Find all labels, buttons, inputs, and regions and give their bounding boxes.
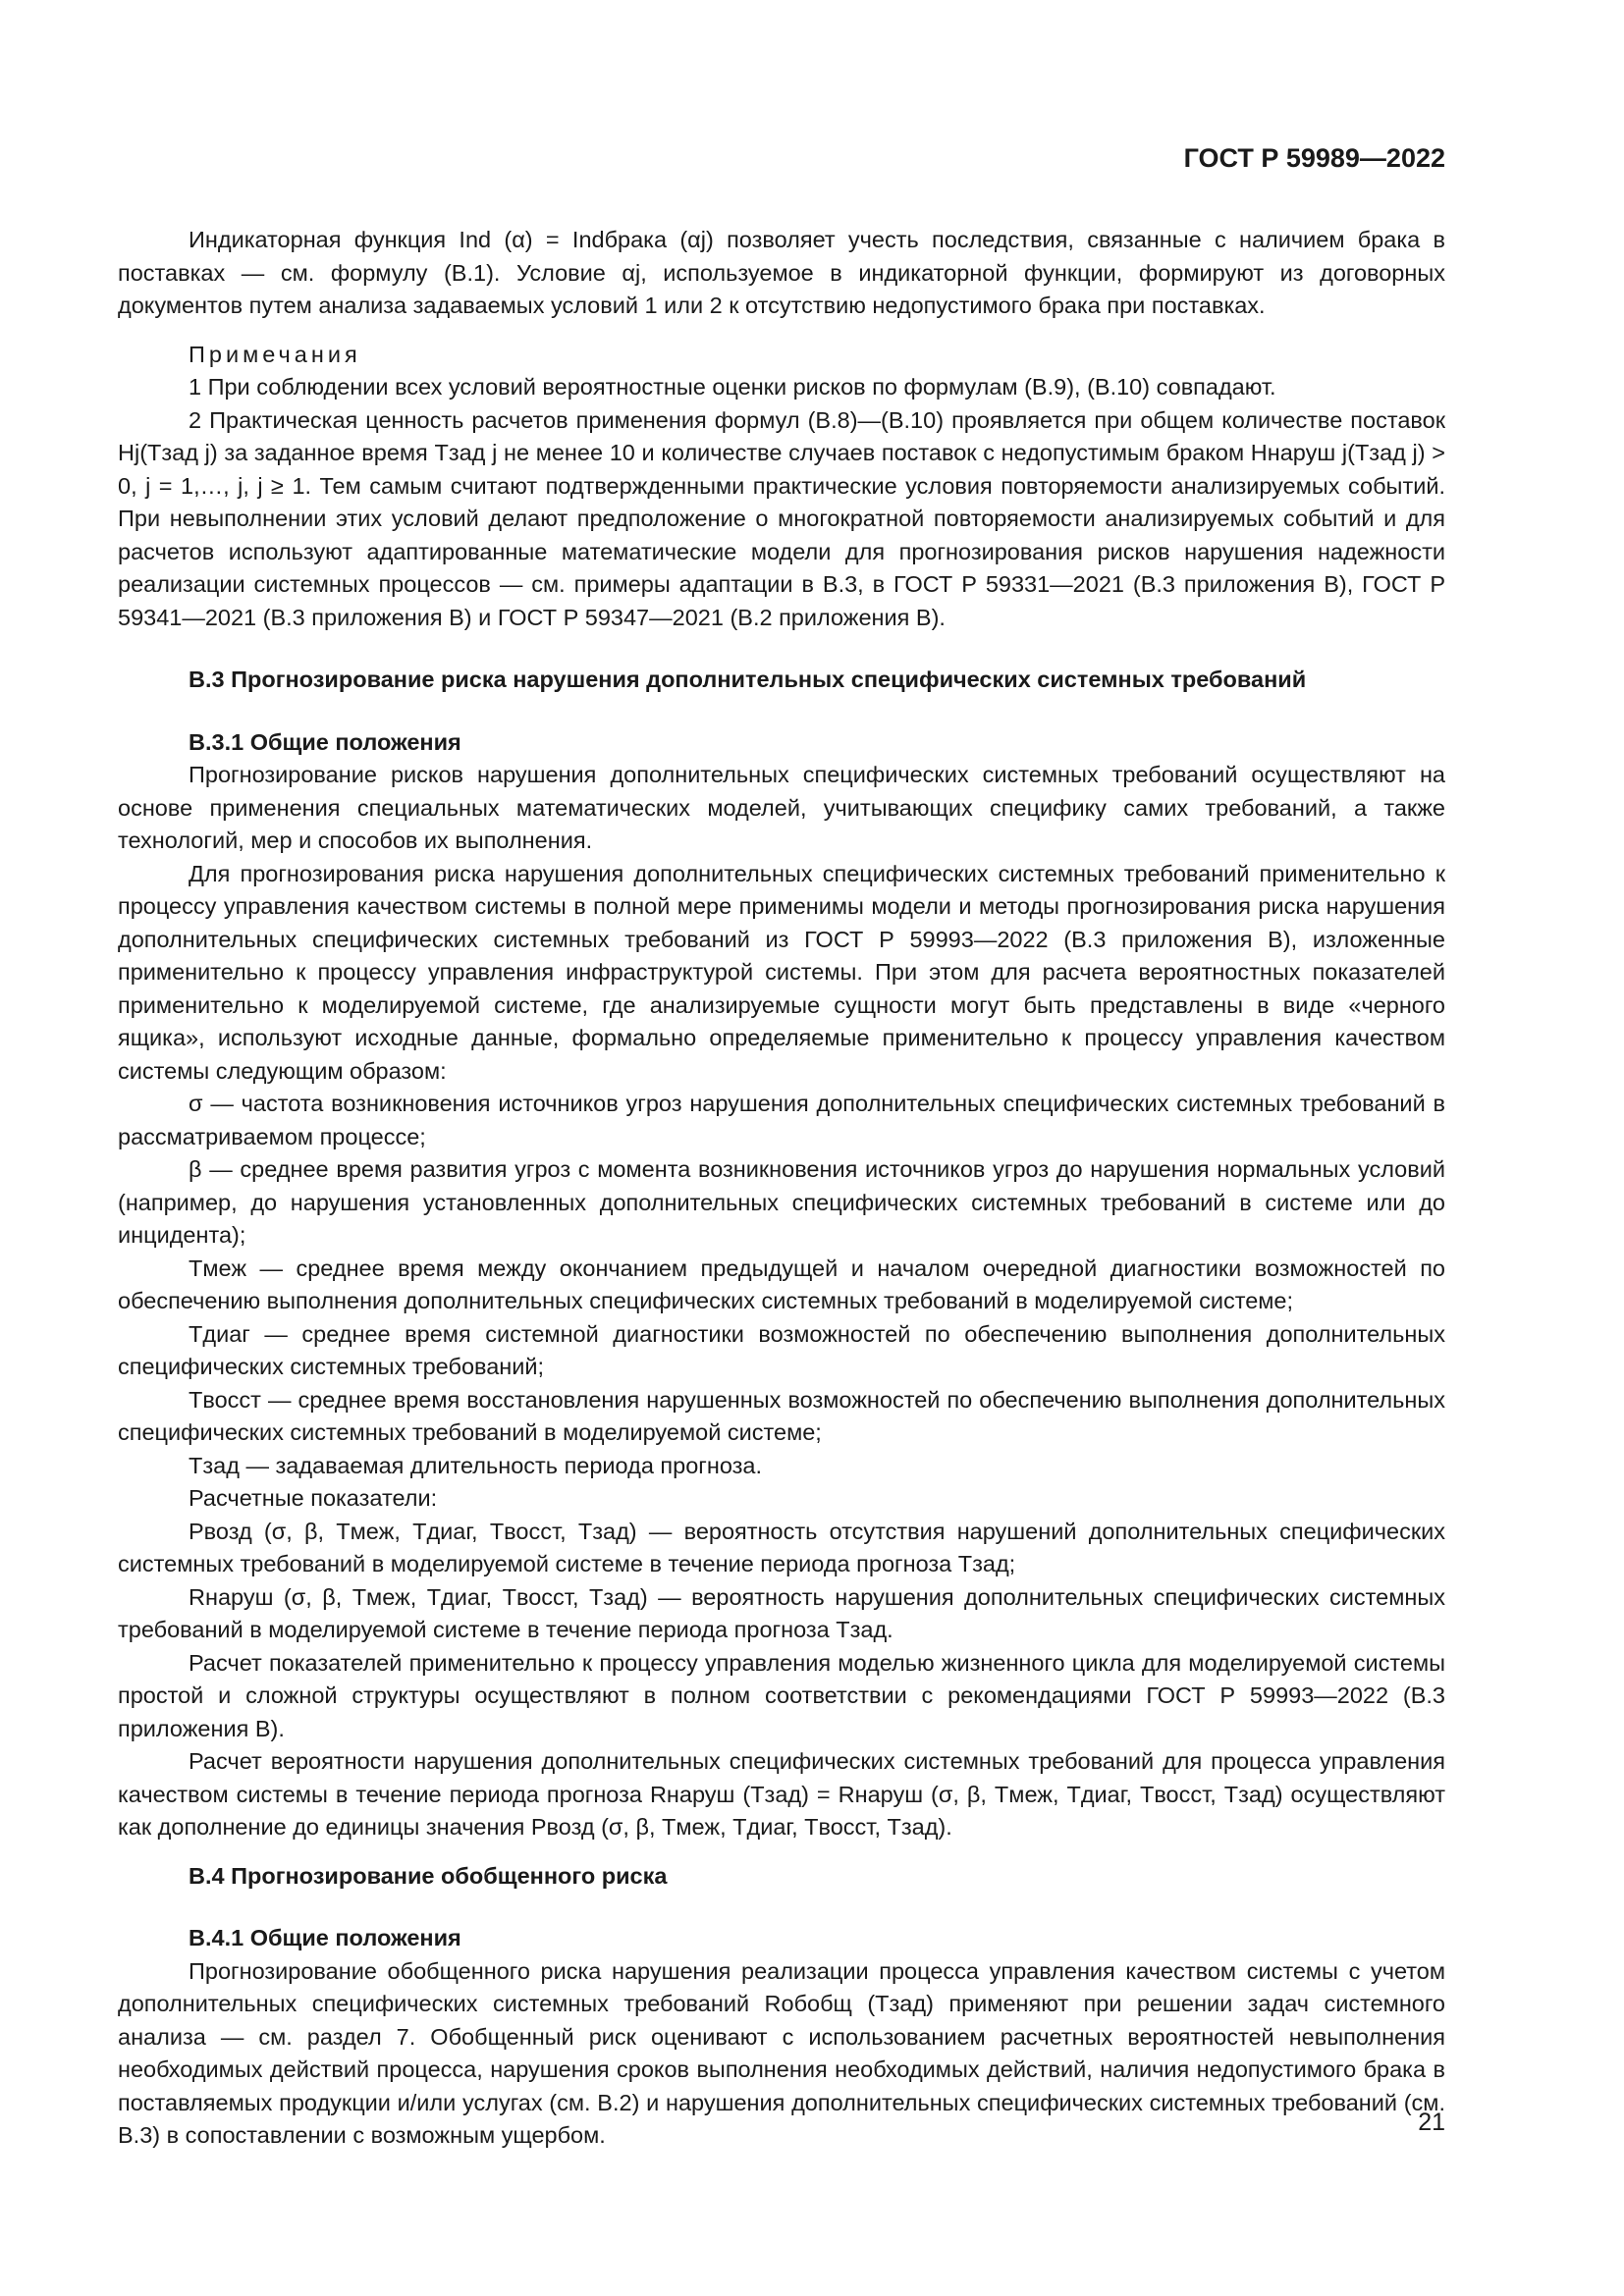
section-b4-title: В.4 Прогнозирование обобщенного риска [189,1862,668,1889]
note-1: 1 При соблюдении всех условий вероятностные оценки рисков по формулам (В.9), (В.10) совпадают. [189,374,1276,400]
calc-indicators-title: Расчетные показатели: [189,1485,438,1511]
definition-sigma: σ — частота возникновения источников угроз нарушения дополнительных специфических системных требований в рассматриваемом процессе; [118,1091,1445,1149]
b3-paragraph-4: Расчет вероятности нарушения дополнительных специфических системных требований для процесса управления качеством системы в течение периода прогноза Rнаруш (Tзад) = Rнаруш (σ, β, Tмеж, Tдиаг, Tвосст, Tзад) осуществляют как дополнение до единицы значения Pвозд (σ, β, Tмеж, Tдиаг, Tвосст, Tзад). [118,1748,1445,1840]
b3-paragraph-2: Для прогнозирования риска нарушения дополнительных специфических системных требований применительно к процессу управления качеством системы в полной мере применимы модели и методы прогнозирования риска нарушения дополнительных специфических системных требований из ГОСТ Р 59993—2022 (В.3 приложения В), изложенные применительно к процессу управления инфраструктурой системы. При этом для расчета вероятностных показателей применительно к моделируемой системе, где анализируемые сущности могут быть представлены в виде «черного ящика», используют исходные данные, формально определяемые применительно к процессу управления качеством системы следующим образом: [118,860,1445,1084]
document-body [118,224,1445,2153]
section-b3-1-title: В.3.1 Общие положения [189,728,461,755]
page-number: 21 [1418,2109,1445,2136]
note-2: 2 Практическая ценность расчетов применения формул (В.8)—(В.10) проявляется при общем количестве поставок Hj(Tзад j) за заданное время Tзад j не менее 10 и количестве случаев поставок с недопустимым браком Hнаруш j(Tзад j) > 0, j = 1,…, j, j ≥ 1. Тем самым считают подтвержденными практические условия повторяемости анализируемых событий. При невыполнении этих условий делают предположение о многократной повторяемости анализируемых событий и для расчетов используют адаптированные математические модели для прогнозирования рисков нарушения надежности реализации системных процессов — см. примеры адаптации в В.3, в ГОСТ Р 59331—2021 (В.3 приложения В), ГОСТ Р 59341—2021 (В.3 приложения В) и ГОСТ Р 59347—2021 (В.2 приложения В). [118,406,1445,630]
intro-paragraph: Индикаторная функция Ind (α) = Indбрака (αj) позволяет учесть последствия, связанные с наличием брака в поставках — см. формулу (В.1). Условие αj, используемое в индикаторной функции, формируют из договорных документов путем анализа задаваемых условий 1 или 2 к отсутствию недопустимого брака при поставках. [118,227,1445,318]
notes-title: Примечания [189,341,361,367]
document-header: ГОСТ Р 59989—2022 [1183,143,1445,173]
b4-paragraph-1: Прогнозирование обобщенного риска нарушения реализации процесса управления качеством системы с учетом дополнительных специфических системных требований Rобобщ (Tзад) применяют при решении задач системного анализа — см. раздел 7. Обобщенный риск оценивают с использованием расчетных вероятностей невыполнения необходимых действий процесса, нарушения сроков выполнения необходимых действий, наличия недопустимого брака в поставляемых продукции и/или услугах (см. В.2) и нарушения дополнительных специфических системных требований (см. В.3) в сопоставлении с возможным ущербом. [118,1957,1445,2148]
definition-t-vosst: Tвосст — среднее время восстановления нарушенных возможностей по обеспечению выполнения дополнительных специфических системных требований в моделируемой системе; [118,1386,1445,1445]
definition-p-vozd: Pвозд (σ, β, Tмеж, Tдиаг, Tвосст, Tзад) — вероятность отсутствия нарушений дополнительных специфических системных требований в моделируемой системе в течение периода прогноза Tзад; [118,1518,1445,1576]
section-b4-1-title: В.4.1 Общие положения [189,1925,461,1950]
definition-beta: β — среднее время развития угроз с момента возникновения источников угроз до нарушения нормальных условий (например, до нарушения установленных дополнительных специфических системных требований в системе или до инцидента); [118,1156,1445,1248]
definition-t-mezh: Tмеж — среднее время между окончанием предыдущей и началом очередной диагностики возможностей по обеспечению выполнения дополнительных специфических системных требований в моделируемой системе; [118,1255,1445,1313]
definition-t-zad: Tзад — задаваемая длительность периода прогноза. [189,1452,763,1478]
b3-paragraph-1: Прогнозирование рисков нарушения дополнительных специфических системных требований осуществляют на основе применения специальных математических моделей, учитывающих специфику самих требований, а также технологий, мер и способов их выполнения. [118,762,1445,853]
section-b3-title: В.3 Прогнозирование риска нарушения дополнительных специфических системных требований [189,667,1307,692]
definition-t-diag: Tдиаг — среднее время системной диагностики возможностей по обеспечению выполнения дополнительных специфических системных требований; [118,1320,1445,1379]
b3-paragraph-3: Расчет показателей применительно к процессу управления моделью жизненного цикла для моделируемой системы простой и сложной структуры осуществляют в полном соответствии с рекомендациями ГОСТ Р 59993—2022 (В.3 приложения В). [118,1649,1445,1741]
definition-r-narush: Rнаруш (σ, β, Tмеж, Tдиаг, Tвосст, Tзад) — вероятность нарушения дополнительных специфических системных требований в моделируемой системе в течение периода прогноза Tзад. [118,1583,1445,1642]
